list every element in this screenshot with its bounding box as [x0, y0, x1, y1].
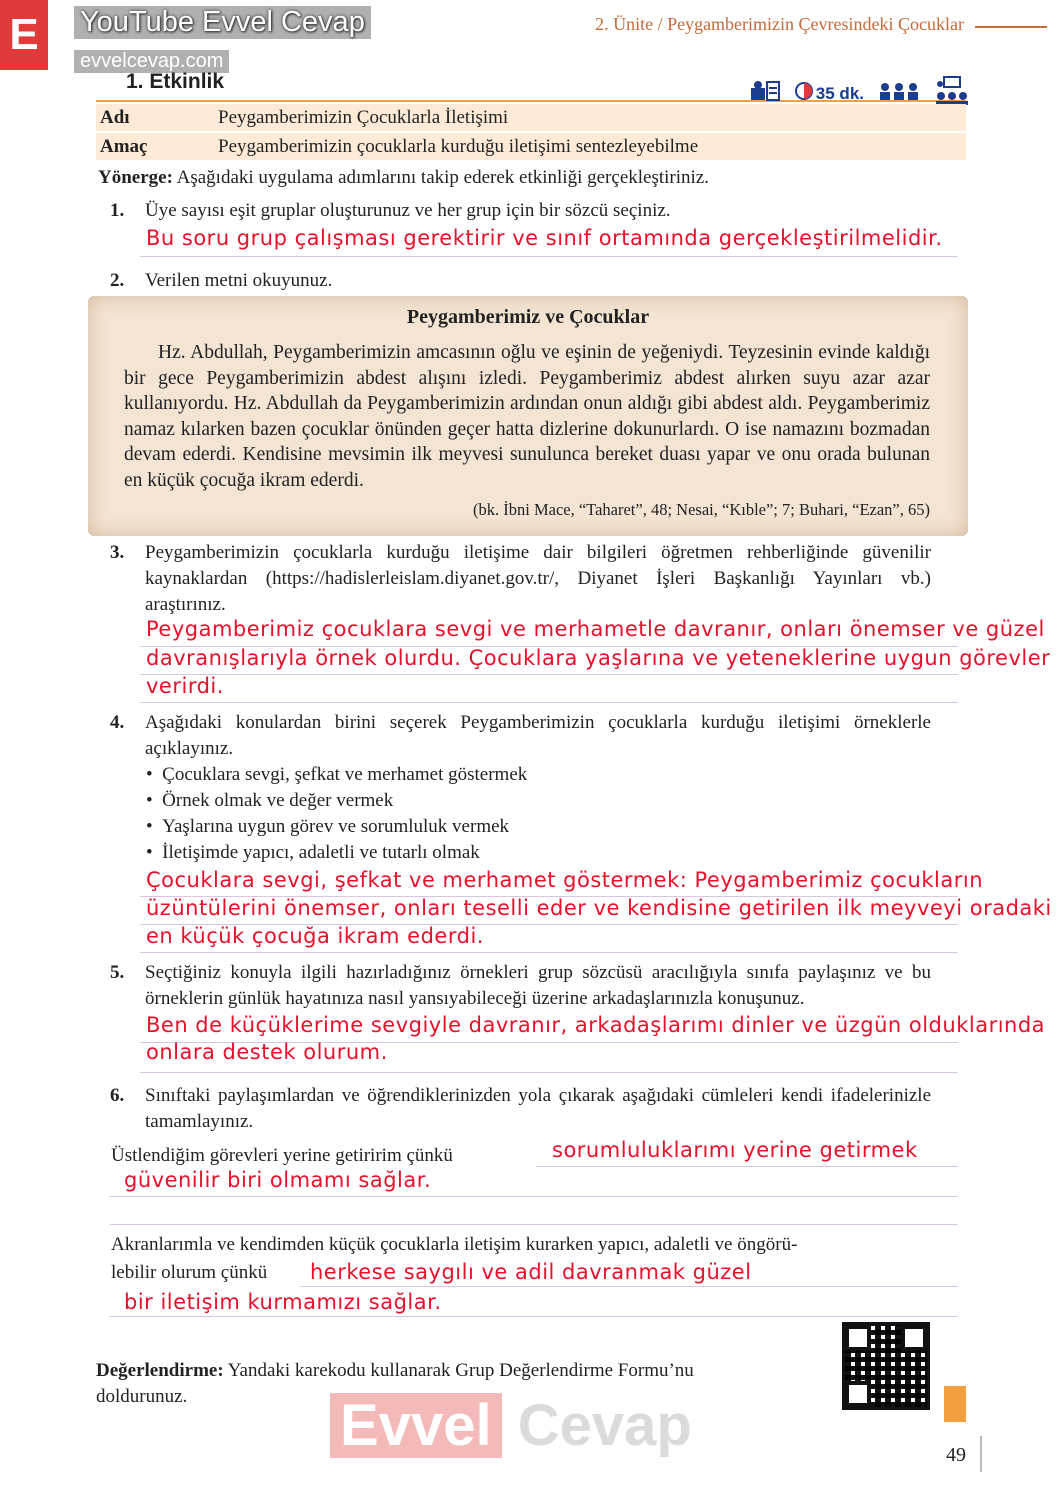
group-icon — [878, 81, 920, 106]
step-5-number: 5. — [110, 962, 125, 983]
story-citation: (bk. İbni Mace, “Taharet”, 48; Nesai, “Kıble”; 7; Buhari, “Ezan”, 65) — [473, 500, 930, 519]
answer-line — [140, 256, 958, 257]
answer-line — [110, 1316, 958, 1317]
step-5-text: Seçtiğiniz konuyla ilgili hazırladığınız örnekleri grup sözcüsü aracılığıyla sınıfa paylaşınız ve bu örneklerin günlük hayatınıza nasıl yansıyabileceği üzerine arkadaşlarınızla konuşunuz. — [145, 962, 931, 1009]
clock-icon — [794, 81, 814, 106]
evaluation-text-2: doldurunuz. — [96, 1386, 188, 1407]
name-label: Adı — [100, 106, 130, 128]
watermark — [330, 1392, 692, 1459]
step-3-number: 3. — [110, 542, 125, 563]
story-body: Hz. Abdullah, Peygamberimizin amcasının oğlu ve eşinin de yeğeniydi. Teyzesinin evinde kaldığı bir gece Peygamberimizin abdest alışını izledi. Peygamberimiz abdest alırken suyu azar azar kullanıyordu. Hz. Abdullah da Peygamberimizin ardından onun aldığı gibi abdest aldı. Peygamberimiz namaz kılarken bazen çocuklar önünden geçer hatta dizlerine dokunurlardı. O ise namazını bozmadan devam ederdi. Kendisine mevsimin ilk meyvesi sunulunca bereket duası yapar ve onu orada bulunan en küçük çocuğa ikram ederdi. — [124, 342, 930, 491]
step-1-answer: Bu soru grup çalışması gerektirir ve sınıf ortamında gerçekleştirilmelidir. — [146, 226, 943, 250]
step-3-answer-line-2: davranışlarıyla örnek olurdu. Çocuklara yaşlarına ve yeteneklerine uygun görevler — [146, 646, 1051, 670]
unit-divider — [975, 26, 1047, 28]
watermark-part-1: Evvel — [330, 1393, 502, 1458]
directive-text: Aşağıdaki uygulama adımlarını takip ederek etkinliği gerçekleştiriniz. — [176, 167, 709, 188]
site-url: evvelcevap.com — [74, 50, 229, 73]
info-row-goal — [96, 133, 966, 160]
list-item: • Yaşlarına uygun görev ve sorumluluk vermek — [146, 816, 510, 837]
accent-tab — [944, 1386, 966, 1422]
answer-line — [300, 1286, 958, 1287]
answer-line — [140, 952, 958, 953]
page-divider — [980, 1436, 982, 1472]
answer-line — [110, 1196, 958, 1197]
step-4-answer-line-3: en küçük çocuğa ikram ederdi. — [146, 924, 484, 948]
step-2-text: Verilen metni okuyunuz. — [145, 270, 333, 291]
step-3-text: Peygamberimizin çocuklarla kurduğu iletişime dair bilgileri öğretmen rehberliğinde güvenilir kaynaklardan (https://hadislerleislam.diyanet.gov.tr/, Diyanet İşleri Başkanlığı Yayınları vb.) araştırınız. — [145, 542, 931, 615]
step-6-number: 6. — [110, 1085, 125, 1106]
activity-info-table — [96, 104, 966, 162]
list-item: • İletişimde yapıcı, adaletli ve tutarlı olmak — [146, 842, 480, 863]
step-2-number: 2. — [110, 270, 125, 291]
worksheet-icon — [750, 80, 780, 107]
step-4-number: 4. — [110, 712, 125, 733]
step-1-text: Üye sayısı eşit gruplar oluşturunuz ve her grup için bir sözcü seçiniz. — [145, 200, 671, 221]
answer-line — [140, 674, 958, 675]
directive-label: Yönerge: — [98, 167, 173, 188]
step-4-text: Aşağıdaki konulardan birini seçerek Peygamberimizin çocuklarla kurduğu iletişimi örneklerle açıklayınız. — [145, 712, 931, 759]
activity-title: 1. Etkinlik — [126, 70, 225, 93]
page-number: 49 — [946, 1444, 966, 1466]
step-3-answer-line-3: verirdi. — [146, 674, 224, 698]
step-3-answer-line-1: Peygamberimiz çocuklara sevgi ve merhametle davranır, onları önemser ve güzel — [146, 617, 1045, 641]
story-title: Peygamberimiz ve Çocuklar — [406, 306, 650, 328]
watermark-part-2: Cevap — [517, 1393, 692, 1458]
completion-1-answer-line-2: güvenilir biri olmamı sağlar. — [124, 1168, 432, 1192]
list-item: • Örnek olmak ve değer vermek — [146, 790, 394, 811]
info-row-name — [96, 104, 966, 131]
completion-2-answer-line-1: herkese saygılı ve adil davranmak güzel — [310, 1260, 752, 1284]
evaluation-label: Değerlendirme: — [96, 1360, 224, 1381]
brand-name: YouTube Evvel Cevap — [74, 6, 371, 39]
list-item: • Çocuklara sevgi, şefkat ve merhamet göstermek — [146, 764, 528, 785]
completion-1-answer-line-1: sorumluluklarımı yerine getirmek — [552, 1138, 918, 1162]
completion-2-prompt-line-1: Akranlarımla ve kendimden küçük çocuklarla iletişim kurarken yapıcı, adaletli ve öngörü- — [111, 1234, 798, 1255]
evaluation-text-1: Yandaki karekodu kullanarak Grup Değerlendirme Formu’nu — [227, 1360, 694, 1381]
brand-logo — [0, 0, 48, 70]
answer-line — [140, 1072, 958, 1073]
step-4-answer-line-2: üzüntülerini önemser, onları teselli eder ve kendisine getirilen ilk meyveyi oradaki — [146, 896, 1052, 920]
goal-value: Peygamberimizin çocuklarla kurduğu iletişimi sentezleyebilme — [218, 135, 699, 157]
step-5-answer-line-1: Ben de küçüklerime sevgiyle davranır, arkadaşlarımı dinler ve üzgün olduklarında — [146, 1013, 1046, 1037]
completion-2-prompt-line-2: lebilir olurum çünkü — [111, 1262, 268, 1283]
qr-finder — [901, 1325, 927, 1351]
qr-finder — [845, 1325, 871, 1351]
qr-code[interactable] — [842, 1322, 930, 1410]
completion-2-answer-line-2: bir iletişim kurmamızı sağlar. — [124, 1290, 442, 1314]
goal-label: Amaç — [100, 135, 148, 157]
step-5-answer-line-2: onlara destek olurum. — [146, 1040, 388, 1064]
qr-finder — [845, 1381, 871, 1407]
unit-title: 2. Ünite / Peygamberimizin Çevresindeki Çocuklar — [595, 14, 964, 34]
directive — [98, 165, 938, 191]
completion-1-prompt: Üstlendiğim görevleri yerine getiririm çünkü — [111, 1145, 453, 1166]
duration: 35 dk. — [815, 83, 864, 103]
answer-line — [140, 702, 958, 703]
step-6-text: Sınıftaki paylaşımlardan ve öğrendiklerinizden yola çıkarak aşağıdaki cümleleri kendi ifadelerinizle tamamlayınız. — [145, 1085, 931, 1132]
answer-line — [110, 1224, 958, 1225]
answer-line — [536, 1166, 958, 1167]
name-value: Peygamberimizin Çocuklarla İletişimi — [218, 106, 509, 128]
step-4-answer-line-1: Çocuklara sevgi, şefkat ve merhamet göstermek: Peygamberimiz çocukların — [146, 868, 984, 892]
logo-letter: E — [9, 10, 39, 59]
step-1-number: 1. — [110, 200, 125, 221]
